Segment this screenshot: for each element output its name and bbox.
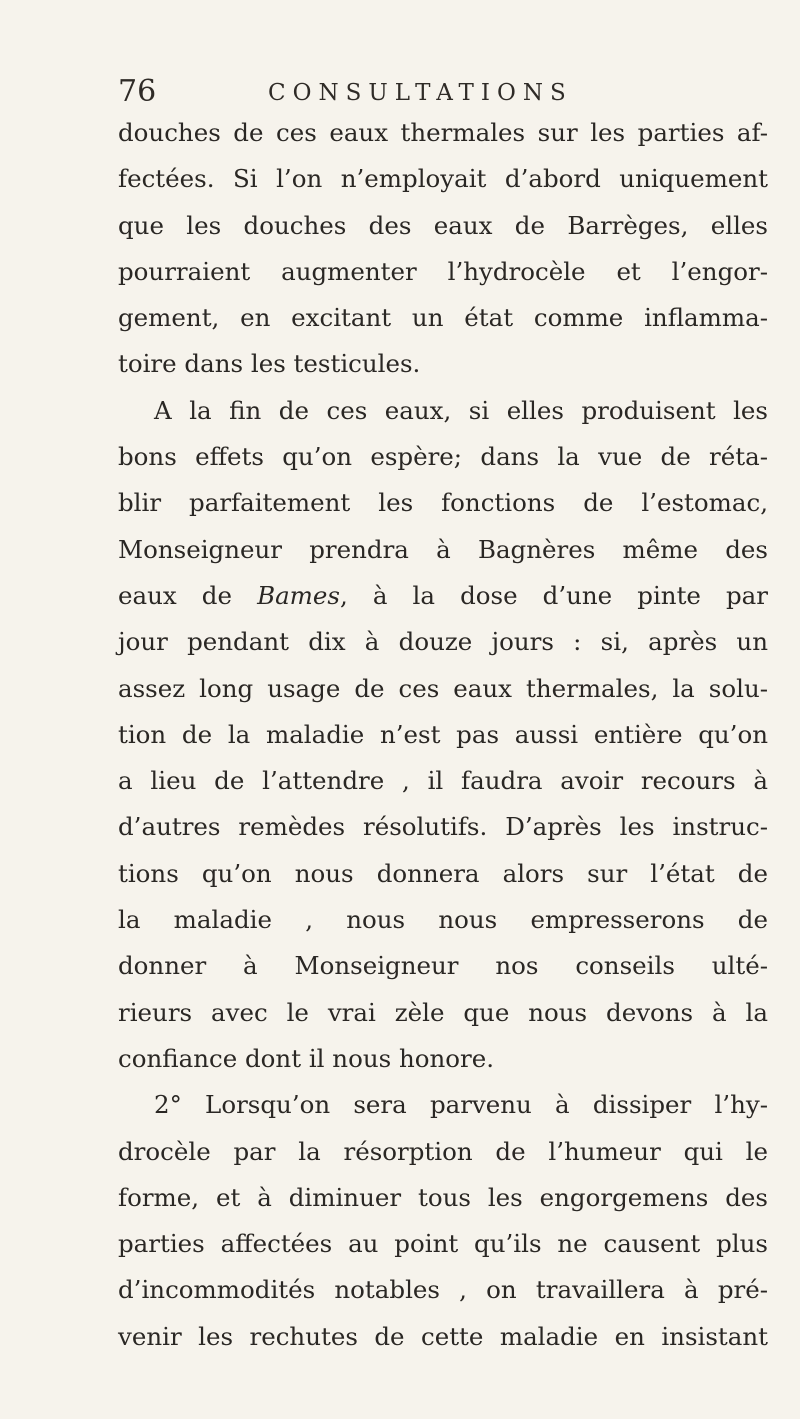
running-head [118,74,758,114]
text-line: tions qu’on nous donnera alors sur l’état de [118,858,768,888]
paragraph-start-line: A la fin de ces eaux, si elles produisent les [154,395,768,425]
text-line: blir parfaitement les fonctions de l’estomac, [118,488,768,518]
body-text [118,110,768,1360]
text-line: la maladie , nous nous empresserons de [118,905,768,935]
text-line: donner à Monseigneur nos conseils ulté- [118,951,768,981]
running-title: CONSULTATIONS [268,80,573,106]
line-segment: , à la dose d’une pinte par [339,580,768,610]
text-line: rieurs avec le vrai zèle que nous devons à la [118,997,768,1027]
text-line: parties affectées au point qu’ils ne causent plus [118,1229,768,1259]
text-line: toire dans les testicules. [118,349,421,379]
text-line: venir les rechutes de cette maladie en insistant [118,1321,768,1351]
text-line: Monseigneur prendra à Bagnères même des [118,534,768,564]
text-line: douches de ces eaux thermales sur les parties af- [118,118,768,147]
text-line: fectées. Si l’on n’employait d’abord uniquement [118,164,768,194]
text-line: tion de la maladie n’est pas aussi entière qu’on [118,719,768,749]
text-line: jour pendant dix à douze jours : si, après un [118,627,768,657]
text-line: pourraient augmenter l’hydrocèle et l’engor- [118,256,768,286]
text-line: gement, en excitant un état comme inflamma- [118,303,768,333]
text-line: d’incommodités notables , on travaillera à pré- [118,1275,768,1305]
text-line: confiance dont il nous honore. [118,1043,495,1073]
text-line: a lieu de l’attendre , il faudra avoir recours à [118,766,768,796]
text-line: d’autres remèdes résolutifs. D’après les instruc- [118,812,768,842]
text-line: forme, et à diminuer tous les engorgemens des [118,1182,768,1212]
text-line: que les douches des eaux de Barrèges, elles [118,210,768,240]
page-number: 76 [118,74,157,109]
paragraph-start-line: 2° Lorsqu’on sera parvenu à dissiper l’hy- [154,1090,768,1120]
text-line-with-italic [118,573,768,619]
text-line: bons effets qu’on espère; dans la vue de réta- [118,442,768,472]
text-line: drocèle par la résorption de l’humeur qui le [118,1136,768,1166]
line-segment: eaux de [118,580,258,610]
italic-place-name: Bames [257,580,340,610]
text-line: assez long usage de ces eaux thermales, la solu- [118,673,768,703]
